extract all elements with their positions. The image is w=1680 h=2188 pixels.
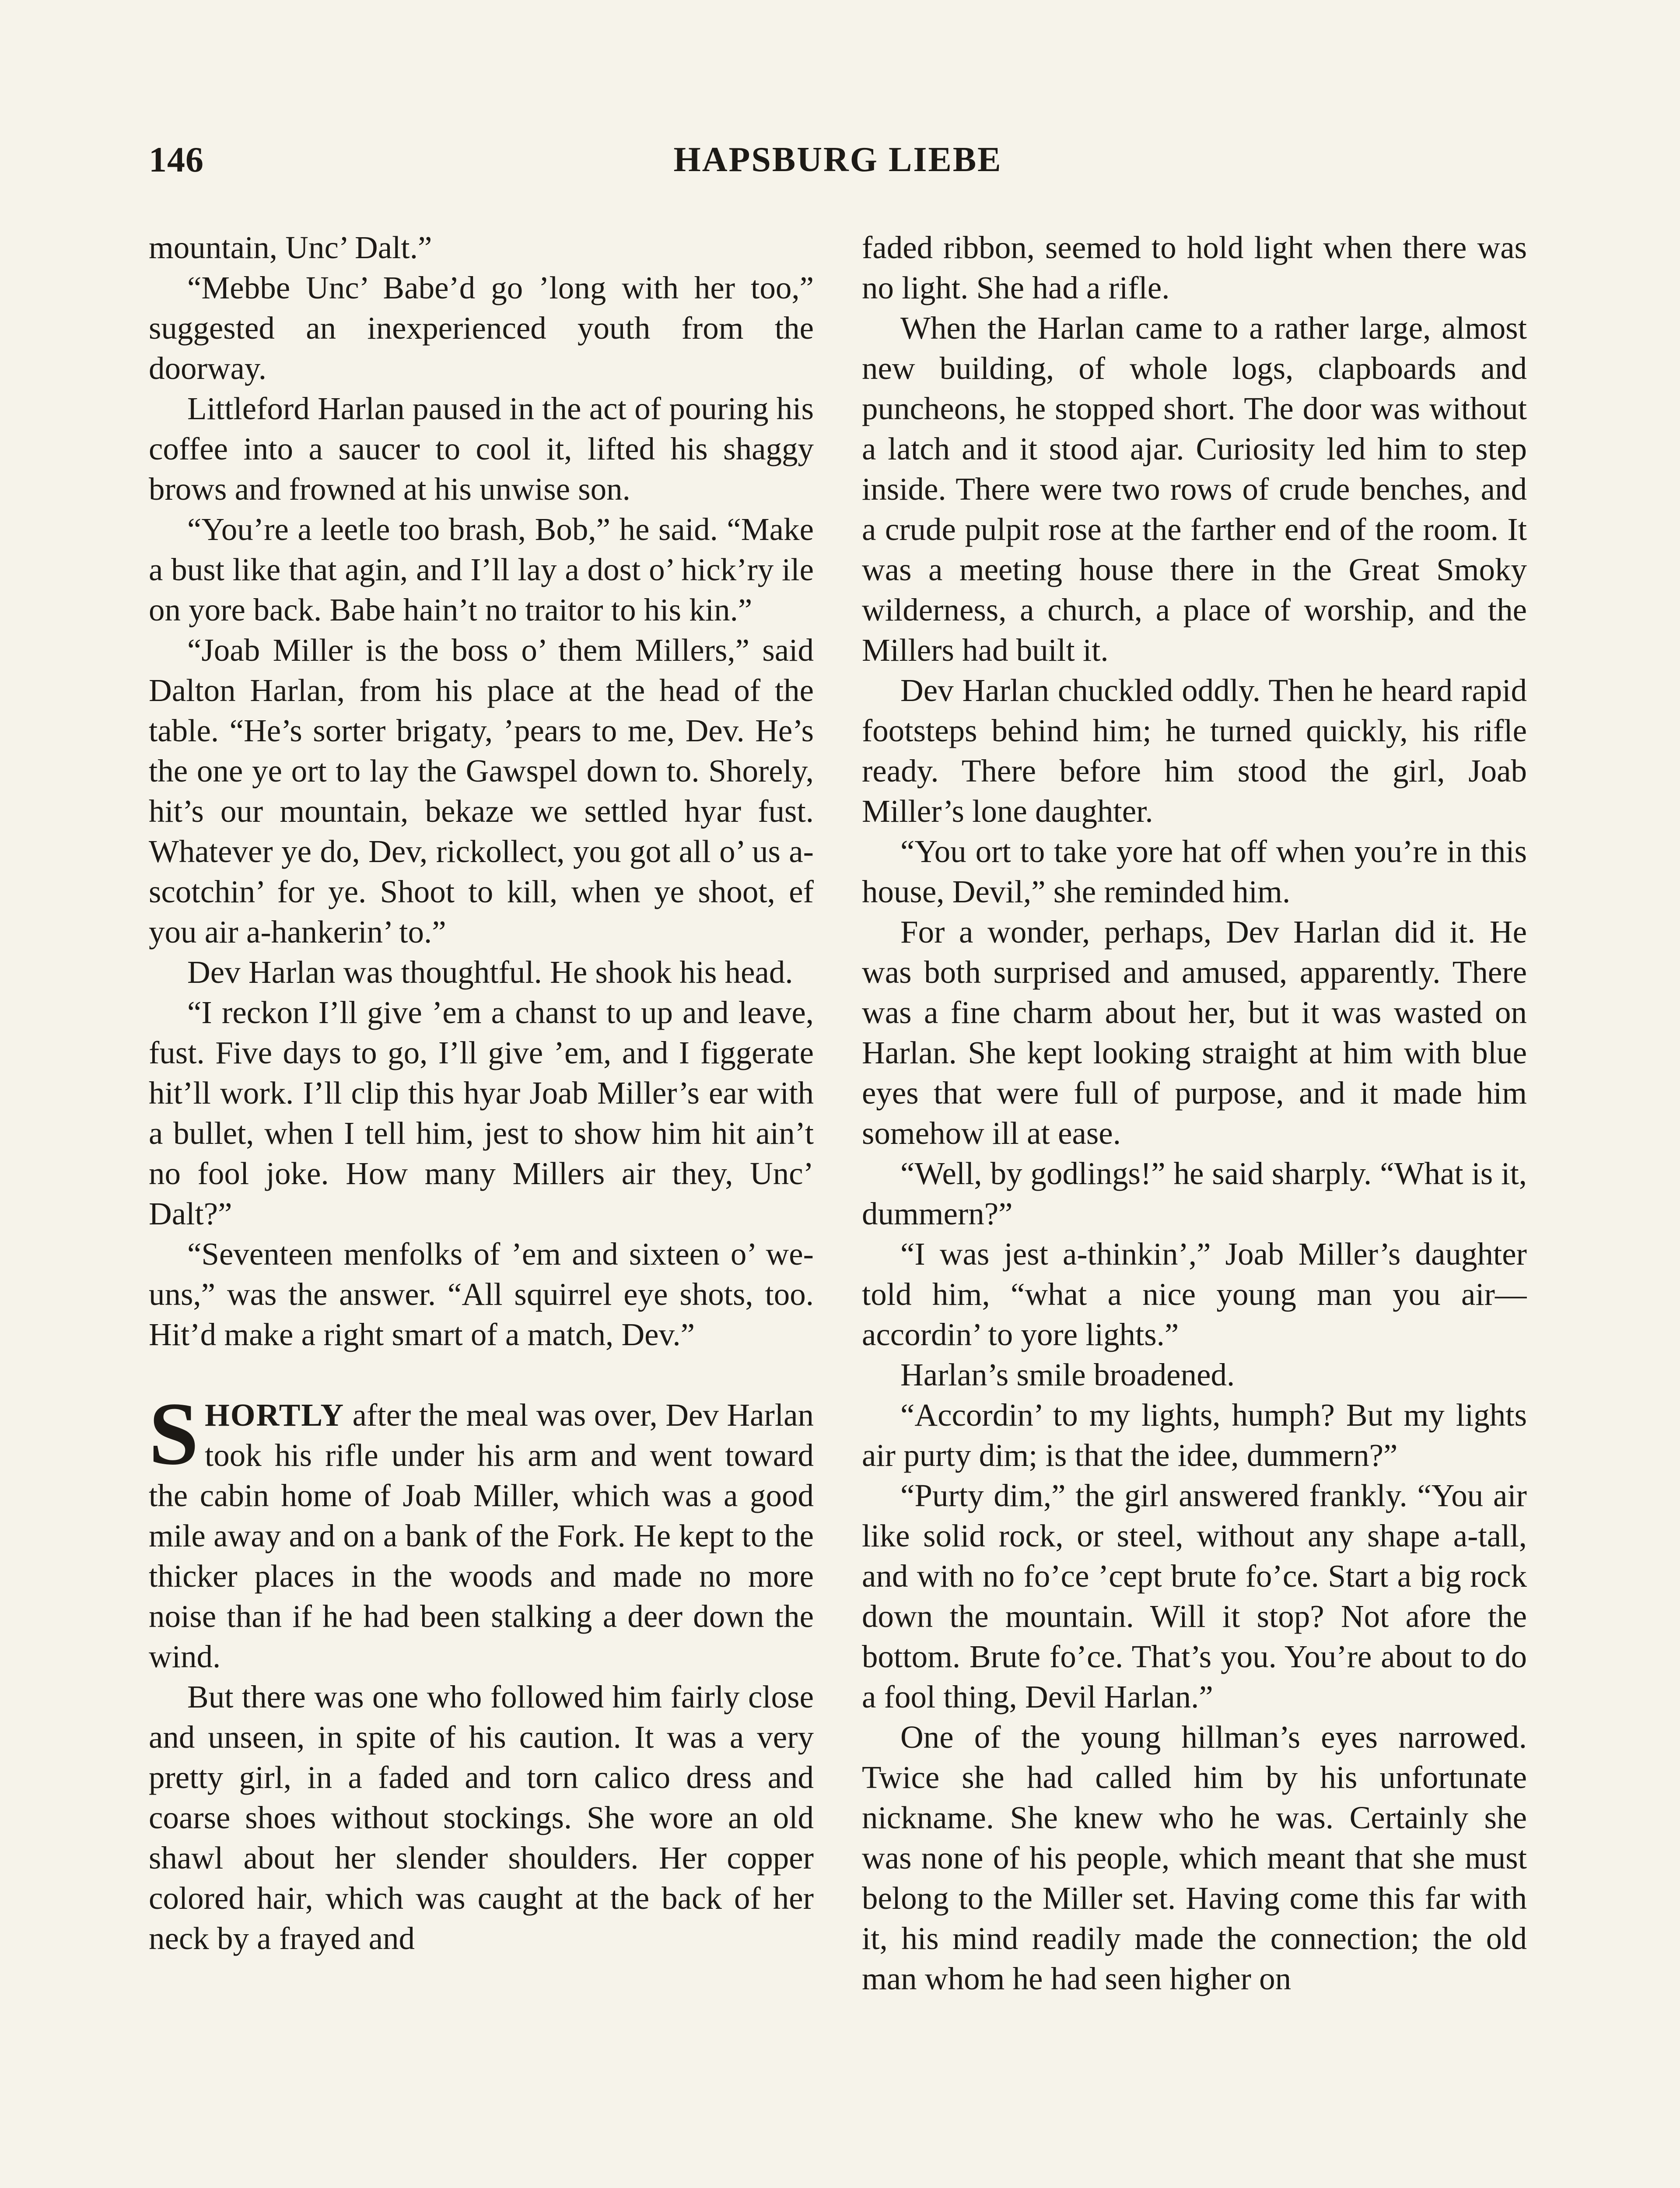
paragraph: One of the young hillman’s eyes narrowed. Twice she had called him by his unfortunate nickname. She knew who he was. Certainly she was none of his people, which meant that she must belong to the Miller set. Having come this far with it, his mind readily made the connection; the old man whom he had seen higher on <box>862 1719 1527 1996</box>
paragraph: Littleford Harlan paused in the act of pouring his coffee into a saucer to cool it, lifted his shaggy brows and frowned at his unwise son. <box>149 391 814 507</box>
paragraph: “I was jest a-thinkin’,” Joab Miller’s daughter told him, “what a nice young man you air—accordin’ to yore lights.” <box>862 1236 1527 1352</box>
paragraph-text: after the meal was over, Dev Harlan took his rifle under his arm and went toward the cabin home of Joab Miller, which was a good mile away and on a bank of the Fork. He kept to the thicker places in the woods and made no more noise than if he had been stalking a deer down the wind. <box>149 1397 814 1674</box>
paragraph: “Seventeen menfolks of ’em and sixteen o’ we-uns,” was the answer. “All squirrel eye shots, too. Hit’d make a right smart of a match, Dev.” <box>149 1236 814 1352</box>
small-caps-lead: HORTLY <box>205 1397 345 1433</box>
paragraph: “Joab Miller is the boss o’ them Millers,” said Dalton Harlan, from his place at the head of the table. “He’s sorter brigaty, ’pears to me, Dev. He’s the one ye ort to lay the Gawspel down to. Shorely, hit’s our mountain, bekaze we settled hyar fust. Whatever ye do, Dev, rickollect, you got all o’ us a-scotchin’ for ye. Shoot to kill, when ye shoot, ef you air a-hankerin’ to.” <box>149 632 814 950</box>
drop-cap: S <box>149 1384 199 1483</box>
paragraph: “You ort to take yore hat off when you’re in this house, Devil,” she reminded him. <box>862 834 1527 909</box>
paragraph: mountain, Unc’ Dalt.” <box>149 230 432 265</box>
paragraph: For a wonder, perhaps, Dev Harlan did it. He was both surprised and amused, apparently. There was a fine charm about her, but it was wasted on Harlan. She kept looking straight at him with blue eyes that were full of purpose, and it made him somehow ill at ease. <box>862 914 1527 1151</box>
section-break <box>149 1355 814 1395</box>
paragraph: Dev Harlan was thoughtful. He shook his head. <box>187 954 793 990</box>
paragraph: “Mebbe Unc’ Babe’d go ’long with her too,” suggested an inexperienced youth from the doorway. <box>149 270 814 386</box>
paragraph: When the Harlan came to a rather large, almost new building, of whole logs, clapboards and puncheons, he stopped short. The door was without a latch and it stood ajar. Curiosity led him to step inside. There were two rows of crude benches, and a crude pulpit rose at the farther end of the room. It was a meeting house there in the Great Smoky wilderness, a church, a place of worship, and the Millers had built it. <box>862 310 1527 668</box>
paragraph: faded ribbon, seemed to hold light when there was no light. She had a rifle. <box>862 230 1527 305</box>
dropcap-paragraph <box>149 1384 814 1677</box>
page-number: 146 <box>149 140 204 179</box>
page-header <box>149 136 1527 193</box>
paragraph: Dev Harlan chuckled oddly. Then he heard rapid footsteps behind him; he turned quickly, his rifle ready. There before him stood the girl, Joab Miller’s lone daughter. <box>862 673 1527 829</box>
paragraph: “Accordin’ to my lights, humph? But my lights air purty dim; is that the idee, dummern?” <box>862 1397 1527 1473</box>
paragraph: But there was one who followed him fairly close and unseen, in spite of his caution. It was a very pretty girl, in a faded and torn calico dress and coarse shoes without stockings. She wore an old shawl about her slender shoulders. Her copper colored hair, which was caught at the back of her neck by a frayed and <box>149 1679 814 1956</box>
paragraph: Harlan’s smile broadened. <box>900 1357 1235 1392</box>
paragraph: “You’re a leetle too brash, Bob,” he said. “Make a bust like that agin, and I’ll lay a dost o’ hick’ry ile on yore back. Babe hain’t no traitor to his kin.” <box>149 512 814 628</box>
running-head: HAPSBURG LIEBE <box>673 140 1002 179</box>
paragraph: “Well, by godlings!” he said sharply. “What is it, dummern?” <box>862 1156 1527 1231</box>
paragraph: “Purty dim,” the girl answered frankly. “You air like solid rock, or steel, without any shape a-tall, and with no fo’ce ’cept brute fo’ce. Start a big rock down the mountain. Will it stop? Not afore the bottom. Brute fo’ce. That’s you. You’re about to do a fool thing, Devil Harlan.” <box>862 1478 1527 1715</box>
right-text-column <box>862 228 1527 2188</box>
left-text-column <box>149 228 814 2188</box>
paragraph: “I reckon I’ll give ’em a chanst to up and leave, fust. Five days to go, I’ll give ’em, and I figgerate hit’ll work. I’ll clip this hyar Joab Miller’s ear with a bullet, when I tell him, jest to show him hit ain’t no fool joke. How many Millers air they, Unc’ Dalt?” <box>149 995 814 1231</box>
